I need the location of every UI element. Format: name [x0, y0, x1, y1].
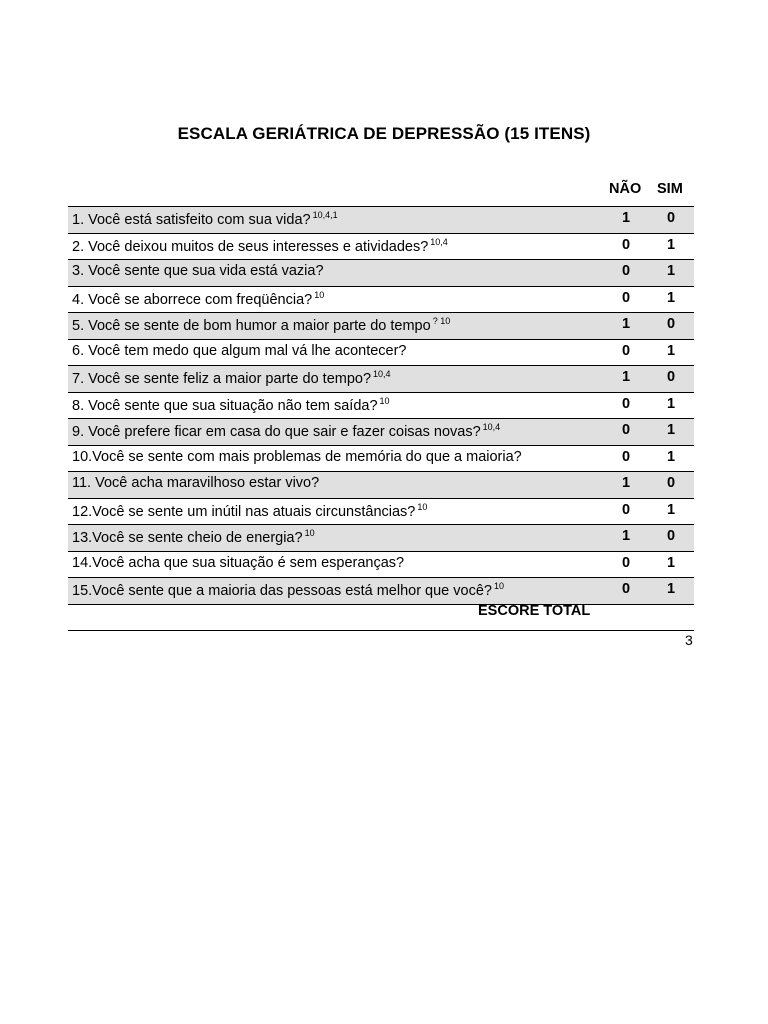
question-text: [72, 316, 450, 334]
nao-score: 0: [621, 501, 631, 518]
table-row: [68, 260, 694, 287]
table-row: [68, 472, 694, 499]
sim-score: 1: [666, 289, 676, 306]
question-text: [72, 369, 391, 387]
nao-score: 0: [621, 342, 631, 359]
sim-score: 0: [666, 316, 676, 332]
question-text: [72, 263, 324, 279]
nao-score: 0: [621, 236, 631, 253]
sim-score: 1: [666, 395, 676, 412]
question-label: 11. Você acha maravilhoso estar vivo?: [72, 475, 320, 491]
sim-score: 1: [666, 236, 676, 253]
reference-superscript: 10: [304, 528, 315, 538]
table-row: [68, 578, 694, 605]
table-row: [68, 287, 694, 314]
question-label: 2. Você deixou muitos de seus interesses e atividades?: [72, 238, 429, 255]
reference-superscript: 10,4,1: [312, 210, 338, 220]
question-label: 8. Você sente que sua situação não tem saída?: [72, 397, 378, 414]
question-text: [72, 343, 407, 359]
reference-superscript: 10: [379, 395, 390, 406]
question-text: [72, 237, 448, 255]
total-divider: [68, 630, 694, 631]
sim-score: 0: [666, 475, 676, 491]
reference-superscript: 10: [314, 289, 325, 300]
nao-score: 0: [621, 581, 631, 597]
sim-score: 1: [666, 554, 676, 571]
question-label: 1. Você está satisfeito com sua vida?: [72, 212, 311, 228]
sim-score: 1: [666, 342, 676, 359]
question-text: [72, 290, 324, 308]
table-row: [68, 234, 694, 261]
question-text: [72, 449, 522, 465]
reference-superscript: 10: [417, 501, 428, 512]
question-label: 10.Você se sente com mais problemas de memória do que a maioria?: [72, 448, 522, 465]
column-header-nao: NÃO: [609, 181, 642, 197]
sim-score: 1: [666, 501, 676, 518]
question-text: [72, 581, 504, 599]
table-row: [68, 313, 694, 340]
question-label: 12.Você se sente um inútil nas atuais circunstâncias?: [72, 503, 416, 520]
table-row: [68, 419, 694, 446]
reference-superscript: 10,4: [430, 236, 448, 247]
question-label: 3. Você sente que sua vida está vazia?: [72, 263, 324, 279]
reference-superscript: 10,4: [482, 422, 501, 432]
question-text: [72, 422, 500, 440]
page-title: ESCALA GERIÁTRICA DE DEPRESSÃO (15 ITENS): [177, 124, 591, 143]
question-text: [72, 528, 315, 546]
question-label: 6. Você tem medo que algum mal vá lhe acontecer?: [72, 342, 407, 359]
questions-table: [68, 206, 694, 605]
table-row: [68, 393, 694, 420]
sim-score: 1: [666, 422, 676, 438]
nao-score: 1: [621, 210, 631, 226]
total-row: [68, 603, 694, 630]
sim-score: 1: [666, 448, 676, 465]
sim-score: 0: [666, 369, 676, 385]
table-row: [68, 446, 694, 473]
question-label: 9. Você prefere ficar em casa do que sair e fazer coisas novas?: [72, 424, 481, 440]
nao-score: 0: [621, 395, 631, 412]
nao-score: 0: [621, 448, 631, 465]
nao-score: 0: [621, 422, 631, 438]
question-label: 13.Você se sente cheio de energia?: [72, 530, 303, 546]
nao-score: 0: [621, 289, 631, 306]
page-number: 3: [685, 632, 693, 648]
question-text: [72, 475, 319, 491]
question-label: 15.Você sente que a maioria das pessoas está melhor que você?: [72, 583, 492, 599]
table-row: [68, 525, 694, 552]
reference-superscript: ? 10: [432, 316, 451, 326]
nao-score: 1: [621, 528, 631, 544]
nao-score: 1: [621, 316, 631, 332]
nao-score: 0: [621, 554, 631, 571]
table-row: [68, 366, 694, 393]
nao-score: 1: [621, 369, 631, 385]
table-row: [68, 552, 694, 579]
sim-score: 1: [666, 263, 676, 279]
question-label: 14.Você acha que sua situação é sem esperanças?: [72, 554, 405, 571]
question-text: [72, 210, 338, 228]
question-text: [72, 502, 427, 520]
question-text: [72, 555, 404, 571]
table-row: [68, 207, 694, 234]
column-header-sim: SIM: [657, 181, 683, 197]
total-label: ESCORE TOTAL: [478, 603, 591, 619]
sim-score: 0: [666, 528, 676, 544]
nao-score: 0: [621, 263, 631, 279]
table-row: [68, 340, 694, 367]
question-label: 5. Você se sente de bom humor a maior parte do tempo: [72, 318, 431, 334]
sim-score: 0: [666, 210, 676, 226]
question-label: 4. Você se aborrece com freqüência?: [72, 291, 313, 308]
question-label: 7. Você se sente feliz a maior parte do tempo?: [72, 371, 372, 387]
nao-score: 1: [621, 475, 631, 491]
table-row: [68, 499, 694, 526]
reference-superscript: 10,4: [373, 369, 391, 379]
question-text: [72, 396, 390, 414]
sim-score: 1: [666, 581, 676, 597]
reference-superscript: 10: [493, 581, 504, 591]
